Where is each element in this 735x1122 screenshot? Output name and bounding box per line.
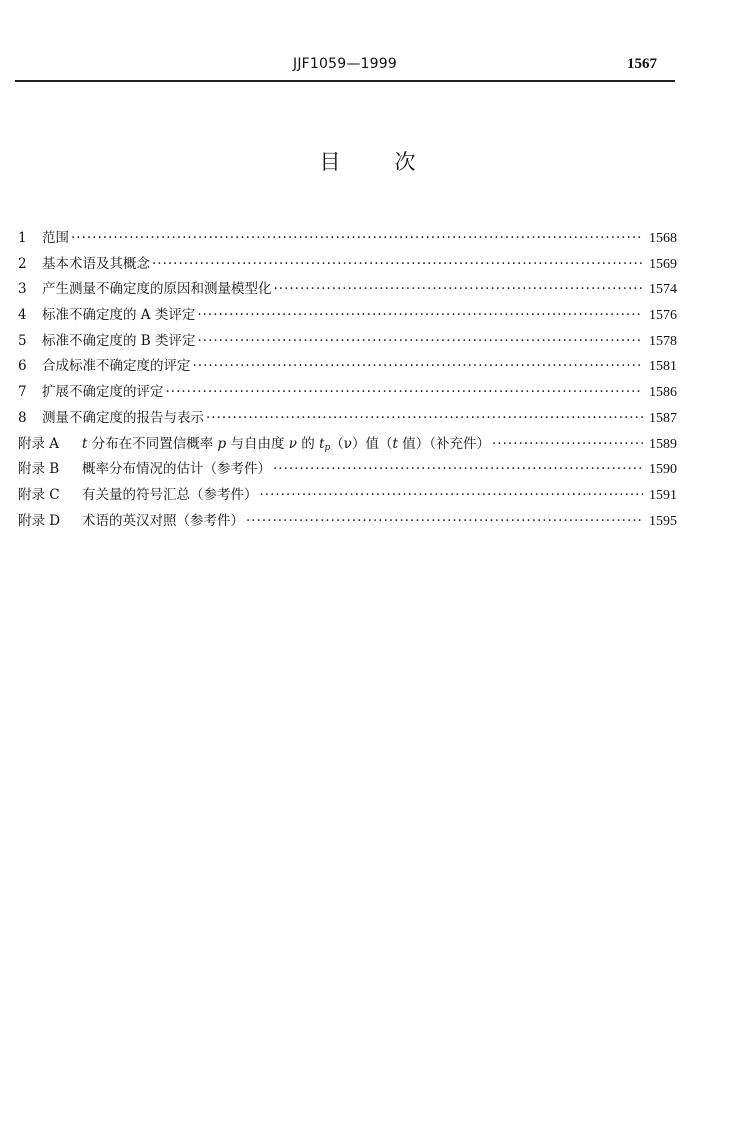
appendix-page: 1590	[649, 462, 677, 478]
dot-leader	[166, 384, 644, 400]
dot-leader	[71, 230, 643, 246]
toc-entry-8[interactable]	[18, 406, 677, 432]
math-t: t	[392, 435, 398, 452]
toc-entry-4[interactable]	[18, 303, 677, 329]
toc-entry-label: 扩展不确定度的评定	[42, 384, 164, 401]
toc-entry-label: 标准不确定度的 B 类评定	[42, 332, 196, 349]
toc-appendix-d[interactable]	[18, 509, 677, 535]
appendix-number: 附录 B	[18, 461, 60, 478]
toc-entry-page: 1568	[649, 231, 677, 246]
toc-entry-number: 8	[18, 409, 27, 426]
toc-entry-1[interactable]	[18, 226, 677, 252]
appendix-page: 1589	[649, 436, 677, 452]
label-text: 与自由度	[226, 435, 289, 452]
toc-entry-label: 基本术语及其概念	[42, 255, 150, 272]
dot-leader	[206, 410, 643, 426]
appendix-page: 1595	[649, 513, 677, 529]
title-char-left: 目	[319, 150, 341, 174]
toc-entry-label: 合成标准不确定度的评定	[42, 358, 191, 375]
dot-leader	[274, 281, 644, 297]
label-text: 的	[297, 435, 320, 452]
toc-entry-page: 1576	[649, 308, 677, 324]
dot-leader	[260, 487, 644, 503]
toc-entry-label: 范围	[42, 230, 69, 246]
toc-entry-label: 测量不确定度的报告与表示	[42, 409, 204, 426]
appendix-number: 附录 C	[18, 486, 60, 503]
toc-entry-3[interactable]	[18, 277, 677, 303]
toc-entry-page: 1586	[649, 385, 677, 401]
math-p: p	[217, 435, 227, 452]
toc-entry-label: 产生测量不确定度的原因和测量模型化	[42, 281, 272, 298]
title-char-right: 次	[394, 150, 416, 174]
page-number: 1567	[627, 56, 657, 72]
toc-entry-2[interactable]	[18, 252, 677, 278]
toc-entry-7[interactable]	[18, 380, 677, 406]
dot-leader	[152, 256, 643, 272]
toc-entry-5[interactable]	[18, 329, 677, 355]
running-header	[15, 52, 675, 82]
toc-entry-number: 5	[18, 332, 27, 349]
header-rule	[15, 80, 675, 82]
toc-entry-number: 6	[18, 358, 27, 375]
label-text: 分布在不同置信概率	[87, 435, 218, 452]
toc-appendix-b[interactable]	[18, 457, 677, 483]
toc-entry-number: 2	[18, 255, 27, 272]
dot-leader	[198, 333, 643, 349]
label-text: （ν）值（	[330, 435, 393, 452]
math-nu: ν	[288, 435, 297, 452]
dot-leader	[197, 307, 643, 323]
appendix-label: 术语的英汉对照（参考件）	[82, 512, 244, 529]
standard-code: JJF1059—1999	[293, 56, 397, 72]
toc-entry-page: 1574	[649, 282, 677, 298]
table-of-contents	[18, 226, 677, 534]
dot-leader	[492, 436, 643, 452]
math-tp: t	[319, 435, 325, 452]
toc-entry-number: 1	[18, 230, 27, 246]
toc-entry-page: 1578	[649, 333, 677, 349]
dot-leader	[246, 513, 643, 529]
appendix-number: 附录 A	[18, 435, 60, 452]
dot-leader	[193, 358, 644, 374]
toc-entry-number: 3	[18, 281, 27, 298]
math-subscript-p: p	[324, 442, 331, 453]
toc-appendix-a[interactable]	[18, 432, 677, 458]
toc-entry-page: 1569	[649, 256, 677, 272]
appendix-label: 概率分布情况的估计（参考件）	[82, 461, 271, 478]
label-text: 值）（补充件）	[397, 435, 490, 452]
math-t: t	[82, 435, 88, 452]
toc-entry-page: 1587	[649, 410, 677, 426]
toc-entry-number: 7	[18, 384, 27, 401]
appendix-number: 附录 D	[18, 512, 61, 529]
appendix-label	[82, 432, 490, 453]
toc-appendix-c[interactable]	[18, 483, 677, 509]
toc-entry-page: 1581	[649, 359, 677, 375]
toc-entry-number: 4	[18, 307, 27, 324]
page-title	[0, 146, 735, 176]
toc-entry-6[interactable]	[18, 354, 677, 380]
toc-entry-label: 标准不确定度的 A 类评定	[42, 307, 196, 324]
dot-leader	[273, 461, 643, 477]
appendix-page: 1591	[649, 487, 677, 503]
appendix-label: 有关量的符号汇总（参考件）	[82, 486, 258, 503]
